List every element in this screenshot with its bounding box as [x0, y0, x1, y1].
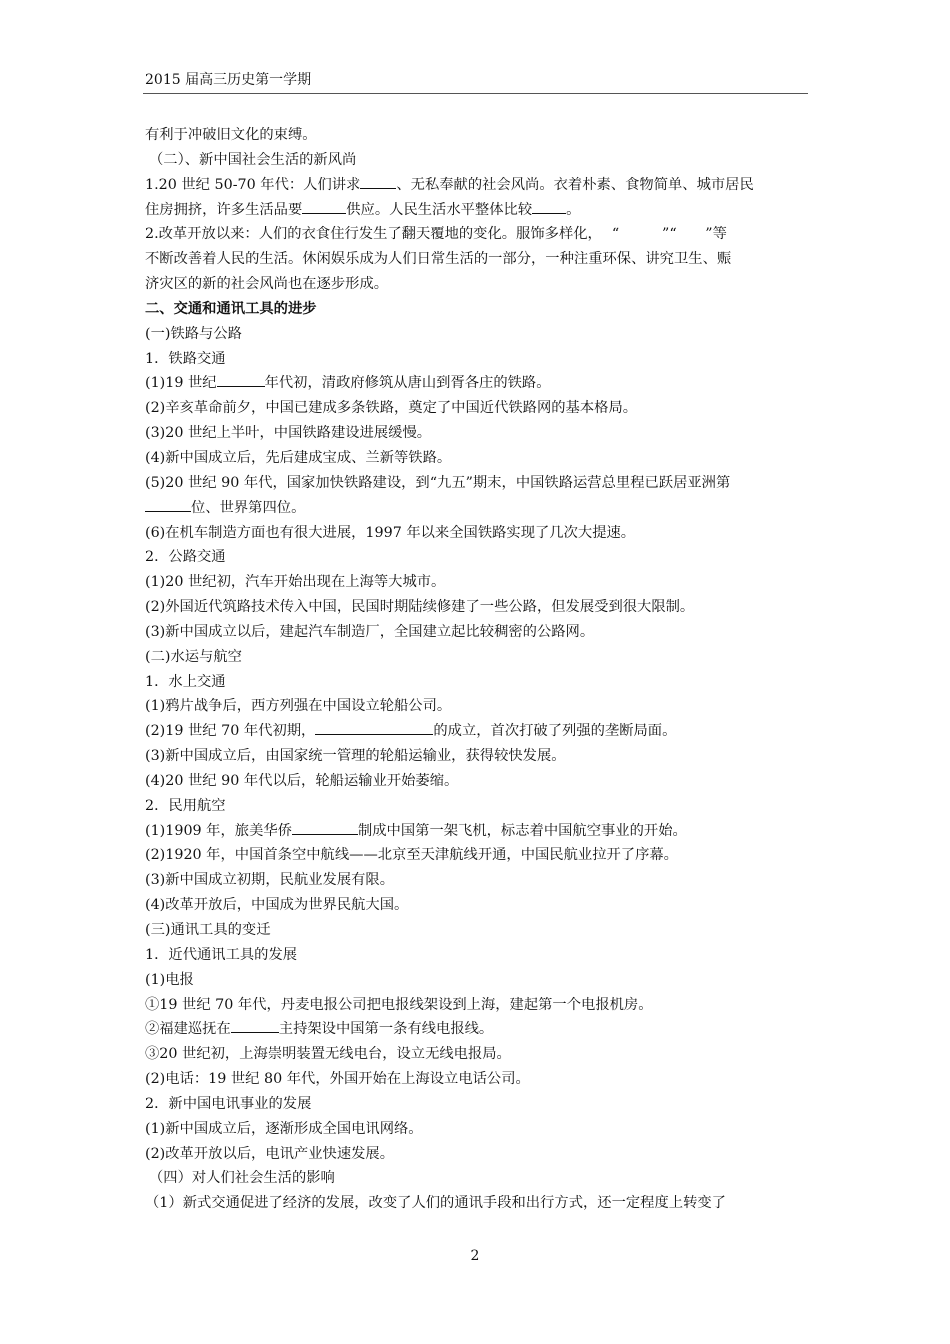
- text-fragment: 的成立，首次打破了列强的垄断局面。: [433, 723, 677, 740]
- text-fragment: 住房拥挤，许多生活品要: [145, 201, 303, 218]
- text-line: [145, 173, 810, 198]
- page-number: 2: [470, 1248, 480, 1264]
- header-divider: [143, 93, 808, 94]
- section-heading: 二、交通和通讯工具的进步: [145, 300, 317, 317]
- text-fragment: 等: [712, 226, 727, 243]
- text-line: [145, 1017, 810, 1042]
- subsection-heading: 2．民用航空: [145, 797, 226, 814]
- text-fragment: 。: [566, 201, 581, 218]
- fill-blank[interactable]: [532, 198, 566, 214]
- text-line: (2)外国近代筑路技术传入中国，民国时期陆续修建了一些公路，但发展受到很大限制。: [145, 599, 695, 616]
- text-fragment: 年代初，清政府修筑从唐山到胥各庄的铁路。: [264, 375, 551, 392]
- text-fragment: (1)1909 年，旅美华侨: [145, 822, 292, 839]
- text-line: (4)新中国成立后，先后建成宝成、兰新等铁路。: [145, 449, 452, 466]
- fill-blank[interactable]: [292, 819, 358, 835]
- text-line: (2)电话：19 世纪 80 年代，外国开始在上海设立电话公司。: [145, 1071, 530, 1088]
- subsection-heading: 1．铁路交通: [145, 350, 226, 367]
- text-line: (1)新中国成立后，逐渐形成全国电讯网络。: [145, 1120, 423, 1137]
- text-fragment: ②福建巡抚在: [145, 1021, 231, 1038]
- text-line: (3)新中国成立以后，建起汽车制造厂，全国建立起比较稠密的公路网。: [145, 623, 595, 640]
- text-line: [145, 719, 810, 744]
- text-fragment: (1)19 世纪: [145, 375, 217, 392]
- text-line: 不断改善着人民的生活。休闲娱乐成为人们日常生活的一部分，一种注重环保、讲究卫生、赈: [145, 251, 732, 268]
- fill-blank[interactable]: [315, 719, 433, 735]
- fill-blank[interactable]: [231, 1017, 279, 1033]
- text-line: (1)20 世纪初，汽车开始出现在上海等大城市。: [145, 574, 446, 591]
- text-line: (2)1920 年，中国首条空中航线——北京至天津航线开通，中国民航业拉开了序幕。: [145, 847, 678, 864]
- subsection-heading: 1．水上交通: [145, 673, 226, 690]
- fill-blank[interactable]: [217, 371, 265, 387]
- text-line: ①19 世纪 70 年代，丹麦电报公司把电报线架设到上海，建起第一个电报机房。: [145, 996, 653, 1013]
- text-fragment: 、无私奉献的社会风尚。衣着朴素、食物简单、城市居民: [396, 176, 754, 193]
- subsection-heading: (三)通讯工具的变迁: [145, 922, 271, 938]
- text-fragment: 2.改革开放以来：人们的衣食住行发生了翻天覆地的变化。服饰多样化，: [145, 226, 602, 243]
- text-line: [145, 819, 810, 844]
- text-line: (3)新中国成立初期，民航业发展有限。: [145, 872, 394, 889]
- text-line: [145, 371, 810, 396]
- text-fragment: 1.20 世纪 50-70 年代：人们讲求: [145, 176, 361, 193]
- text-fragment: 供应。人民生活水平整体比较: [346, 201, 533, 218]
- text-line: [145, 496, 810, 521]
- text-line: (2)改革开放以后，电讯产业快速发展。: [145, 1145, 394, 1162]
- fill-blank[interactable]: [360, 173, 396, 189]
- text-line: (1)鸦片战争后，西方列强在中国设立轮船公司。: [145, 698, 452, 715]
- document-body: [145, 123, 810, 1216]
- text-line: 有利于冲破旧文化的束缚。: [145, 127, 317, 143]
- text-line: ③20 世纪初，上海崇明装置无线电台，设立无线电报局。: [145, 1046, 511, 1063]
- page-header: 2015 届高三历史第一学期: [145, 72, 312, 88]
- subsection-heading: (一)铁路与公路: [145, 325, 242, 342]
- text-line: 济灾区的新的社会风尚也在逐步形成。: [145, 276, 389, 293]
- fill-blank[interactable]: [145, 496, 191, 512]
- text-line: (2)辛亥革命前夕，中国已建成多条铁路，奠定了中国近代铁路网的基本格局。: [145, 400, 638, 417]
- text-line: (5)20 世纪 90 年代，国家加快铁路建设，到“九五”期末，中国铁路运营总里程已跃居亚洲第: [145, 474, 731, 491]
- subsection-heading: (二)水运与航空: [145, 648, 242, 665]
- text-line: （1）新式交通促进了经济的发展，改变了人们的通讯手段和出行方式，还一定程度上转变了: [145, 1195, 726, 1212]
- text-line: (6)在机车制造方面也有很大进展，1997 年以来全国铁路实现了几次大提速。: [145, 524, 636, 541]
- subsection-heading: 2．公路交通: [145, 549, 226, 566]
- text-line: (4)20 世纪 90 年代以后，轮船运输业开始萎缩。: [145, 772, 459, 789]
- text-line: (4)改革开放后，中国成为世界民航大国。: [145, 897, 409, 914]
- fill-blank-quoted[interactable]: “ ”“ ”: [612, 222, 713, 247]
- subsection-heading: (1)电报: [145, 971, 194, 988]
- text-line: (3)新中国成立后，由国家统一管理的轮船运输业，获得较快发展。: [145, 748, 566, 765]
- text-fragment: 位、世界第四位。: [191, 499, 306, 516]
- section-heading: （二）、新中国社会生活的新风尚: [149, 151, 357, 168]
- section-heading: （四）对人们社会生活的影响: [149, 1170, 335, 1187]
- text-fragment: (2)19 世纪 70 年代初期，: [145, 723, 316, 740]
- subsection-heading: 1．近代通讯工具的发展: [145, 946, 298, 963]
- text-line: [145, 198, 810, 223]
- text-line: (3)20 世纪上半叶，中国铁路建设进展缓慢。: [145, 425, 432, 442]
- text-line: [145, 222, 810, 247]
- text-fragment: 制成中国第一架飞机，标志着中国航空事业的开始。: [357, 822, 687, 839]
- text-fragment: 主持架设中国第一条有线电报线。: [278, 1021, 494, 1038]
- subsection-heading: 2．新中国电讯事业的发展: [145, 1095, 312, 1112]
- fill-blank[interactable]: [302, 198, 346, 214]
